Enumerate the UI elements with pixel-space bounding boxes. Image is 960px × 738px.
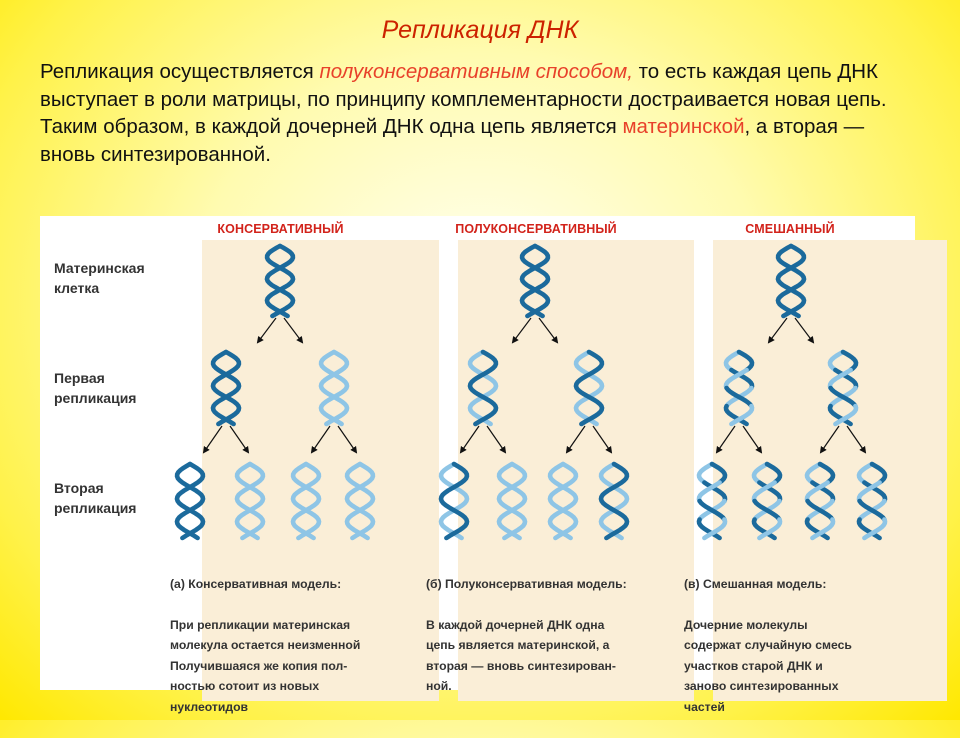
dispersive-gen2-helix-0-seg0-b — [699, 464, 712, 483]
conservative-arrow-gen1-0-right — [230, 426, 248, 452]
dispersive-gen2-helix-3-seg0-a — [872, 464, 885, 483]
dispersive-gen2-helix-3-seg0-b — [859, 464, 872, 483]
row-label-first-replication: Первая репликация — [54, 370, 137, 406]
dispersive-gen1-helix-1-seg0-b — [830, 352, 843, 370]
conservative-arrow-gen1-1-right — [338, 426, 356, 452]
caption-dispersive — [684, 553, 906, 738]
semiconservative-arrow-gen0-right — [539, 318, 557, 342]
semiconservative-arrow-gen1-0-right — [487, 426, 505, 452]
paragraph-text-3: , а вторая — вновь синтезированной. — [40, 115, 865, 166]
caption-conservative — [170, 553, 398, 738]
dispersive-arrow-gen0-right — [795, 318, 813, 342]
header-semiconservative: ПОЛУКОНСЕРВАТИВНЫЙ — [455, 222, 617, 236]
dispersive-gen2-helix-2-seg0-a — [820, 464, 833, 483]
paragraph-text-1: Репликация осуществляется — [40, 60, 320, 83]
conservative-arrow-gen0-right — [284, 318, 302, 342]
header-conservative: КОНСЕРВАТИВНЫЙ — [217, 222, 344, 236]
semiconservative-arrow-gen1-0-left — [461, 426, 479, 452]
paragraph-text-2: то есть каждая цепь ДНК выступает в роли матрицы, по принципу комплементарности достраивается новая цепь. Таким образом, в каждой дочерней ДНК одна цепь является — [40, 60, 887, 138]
dispersive-gen2-helix-0-seg0-a — [712, 464, 725, 483]
highlight-semiconservative: полуконсервативным способом, — [319, 60, 633, 83]
dispersive-gen1-helix-0-seg0-b — [726, 352, 739, 370]
dispersive-arrow-gen1-0-left — [717, 426, 735, 452]
caption-title-dispersive: (в) Смешанная модель: — [684, 576, 827, 591]
conservative-arrow-gen1-0-left — [204, 426, 222, 452]
highlight-maternal: материнской — [622, 115, 745, 138]
caption-title-semiconservative: (б) Полуконсервативная модель: — [426, 576, 627, 591]
dispersive-gen1-helix-0-seg0-a — [739, 352, 752, 370]
header-dispersive: СМЕШАННЫЙ — [745, 222, 835, 236]
caption-title-conservative: (а) Консервативная модель: — [170, 576, 342, 591]
dispersive-gen2-helix-2-seg0-b — [807, 464, 820, 483]
semiconservative-arrow-gen1-1-right — [593, 426, 611, 452]
row-label-parent-cell: Материнская клетка — [54, 260, 145, 296]
semiconservative-arrow-gen0-left — [513, 318, 531, 342]
caption-text-conservative: При репликации материнская молекула остается неизменной Получившаяся же копия пол- ностью сотоит из новых нуклеотидов — [170, 617, 361, 714]
dispersive-gen2-helix-1-seg0-a — [767, 464, 780, 483]
caption-text-dispersive: Дочерние молекулы содержат случайную смесь участков старой ДНК и заново синтезированных частей — [684, 617, 852, 714]
dispersive-gen2-helix-1-seg0-b — [754, 464, 767, 483]
row-label-second-replication: Вторая репликация — [54, 480, 137, 516]
dispersive-arrow-gen0-left — [769, 318, 787, 342]
caption-text-semiconservative: В каждой дочерней ДНК одна цепь является материнской, а вторая — вновь синтезирован- ной. — [426, 617, 616, 693]
conservative-arrow-gen0-left — [258, 318, 276, 342]
dispersive-arrow-gen1-0-right — [743, 426, 761, 452]
dispersive-arrow-gen1-1-left — [821, 426, 839, 452]
dispersive-gen1-helix-1-seg0-a — [843, 352, 856, 370]
conservative-arrow-gen1-1-left — [312, 426, 330, 452]
slide-title: Репликация ДНК — [381, 16, 579, 44]
semiconservative-arrow-gen1-1-left — [567, 426, 585, 452]
caption-semiconservative — [426, 553, 652, 717]
dispersive-arrow-gen1-1-right — [847, 426, 865, 452]
